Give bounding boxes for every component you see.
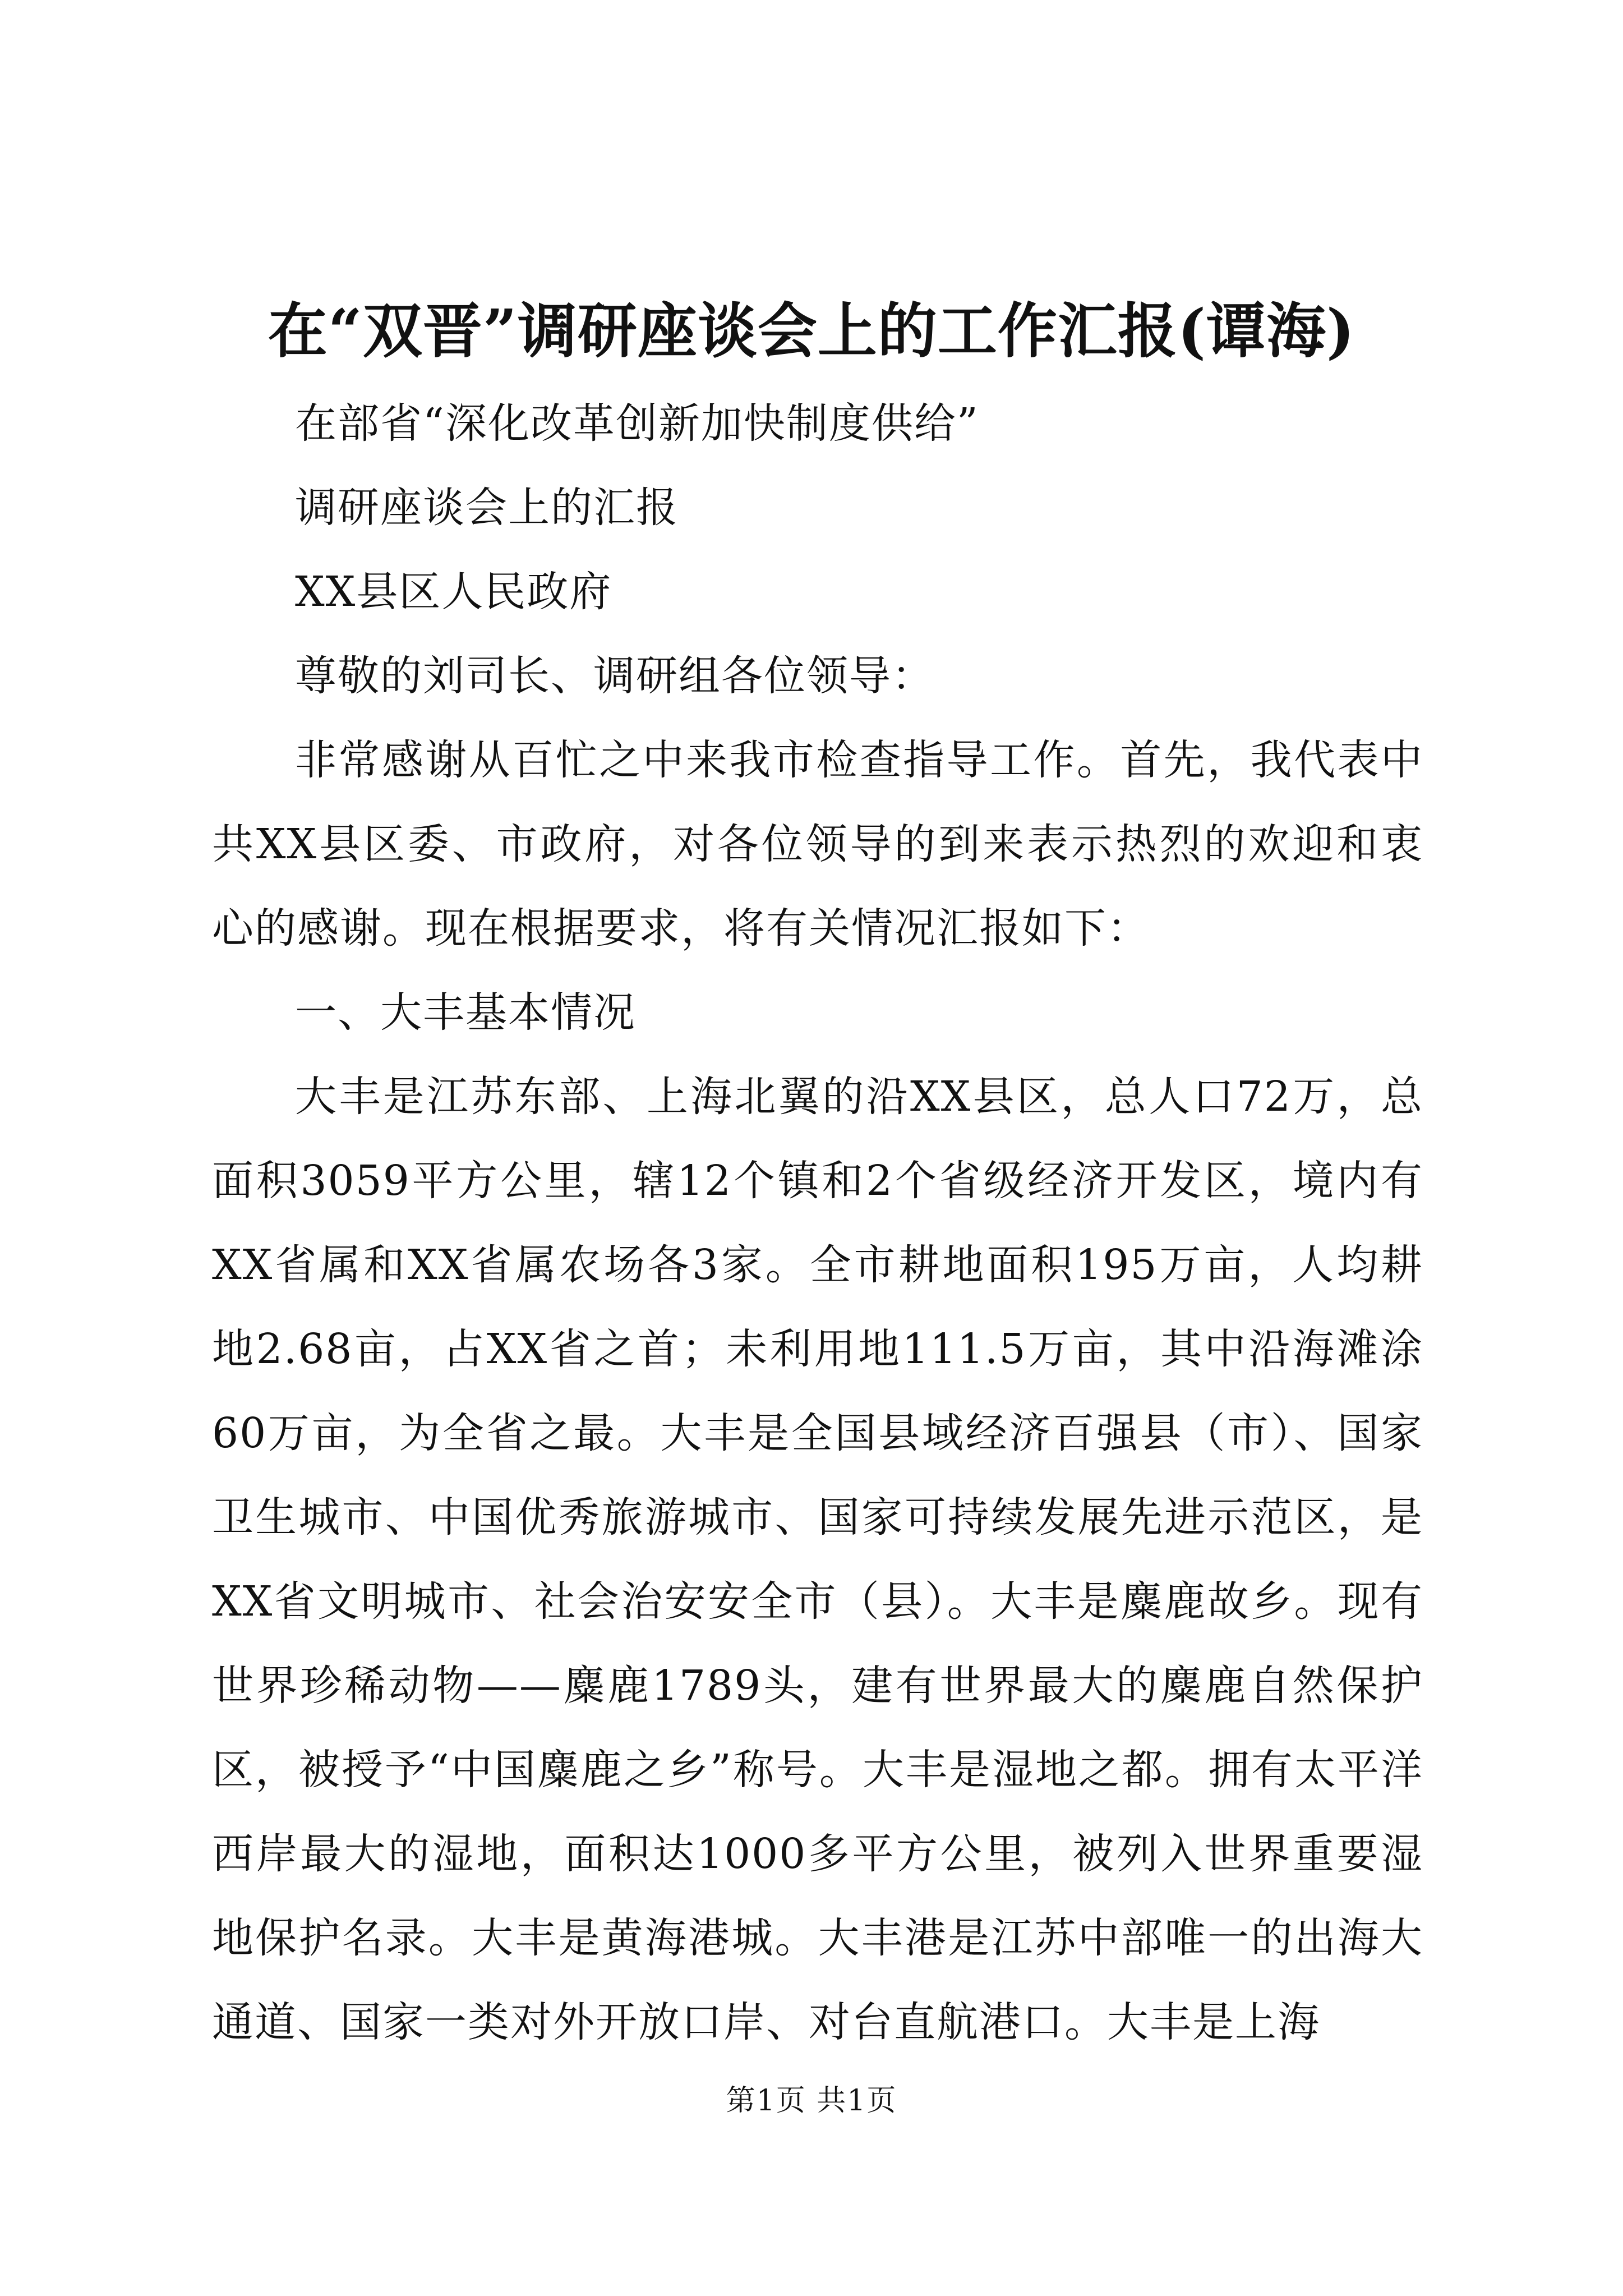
section-heading-1: 一、大丰基本情况 [295, 988, 636, 1037]
paragraph-basic-info: 大丰是江苏东部、上海北翼的沿XX县区，总人口72万，总面积3059平方公里，辖12个镇和2个省级经济开发区，境内有XX省属和XX省属农场各3家。全市耕地面积195万亩，人均耕地2.68亩，占XX省之首；未利用地111.5万亩，其中沿海滩涂60万亩，为全省之最。大丰是全国县域经济百强县（市）、国家卫生城市、中国优秀旅游城市、国家可持续发展先进示范区，是XX省文明城市、社会治安安全市（县）。大丰是麋鹿故乡。现有世界珍稀动物——麋鹿1789头，建有世界最大的麋鹿自然保护区，被授予“中国麋鹿之乡”称号。大丰是湿地之都。拥有太平洋西岸最大的湿地，面积达1000多平方公里，被列入世界重要湿地保护名录。大丰是黄海港城。大丰港是江苏中部唯一的出海大通道、国家一类对外开放口岸、对台直航港口。大丰是上海 [212, 1073, 1423, 2046]
paragraph-salutation: 尊敬的刘司长、调研组各位领导： [295, 652, 934, 700]
page-number-footer: 第1页 共1页 [726, 2084, 897, 2118]
document-body [212, 381, 1423, 2064]
paragraph-author: XX县区人民政府 [295, 568, 612, 616]
document-title: 在“双晋”调研座谈会上的工作汇报(谭海) [268, 296, 1355, 366]
paragraph-subject-line-2: 调研座谈会上的汇报 [295, 484, 679, 532]
paragraph-subject-line-1: 在部省“深化改革创新加快制度供给” [295, 399, 979, 448]
paragraph-opening: 非常感谢从百忙之中来我市检查指导工作。首先，我代表中共XX县区委、市政府，对各位领导的到来表示热烈的欢迎和衷心的感谢。现在根据要求，将有关情况汇报如下： [212, 736, 1423, 953]
